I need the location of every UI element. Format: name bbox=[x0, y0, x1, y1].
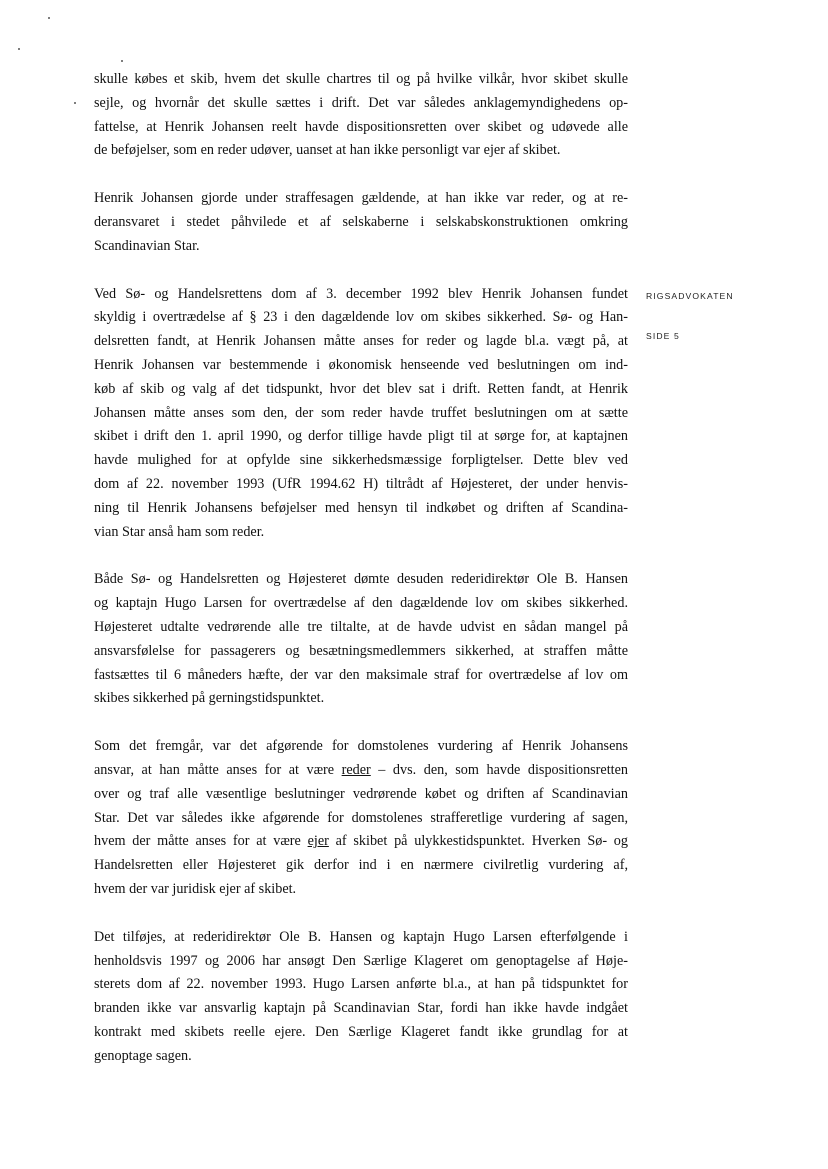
paragraph-5 bbox=[94, 735, 628, 902]
text-line: over og traf alle væsentlige beslutninger vedrørende købet og driften af Scandinavian bbox=[94, 785, 628, 802]
paragraph-1 bbox=[94, 68, 628, 163]
paragraph-3 bbox=[94, 283, 628, 545]
underlined-term: reder bbox=[341, 761, 371, 778]
text-line: sejle, og hvornår det skulle sættes i drift. Det var således anklagemyndighedens op- bbox=[94, 94, 628, 111]
text-line: hvem der måtte anses for at være ejer af skibet på ulykkestidspunktet. Hverken Sø- og bbox=[94, 833, 628, 850]
margin-page-number: SIDE 5 bbox=[646, 331, 680, 341]
text-line: ansvar, at han måtte anses for at være reder – dvs. den, som havde dispositionsretten bbox=[94, 761, 628, 778]
underlined-term: ejer bbox=[307, 833, 329, 850]
text-line: de beføjelser, som en reder udøver, uanset at han ikke personligt var ejer af skibet. bbox=[94, 142, 561, 159]
scan-speck bbox=[121, 60, 123, 62]
text-line: fattelse, at Henrik Johansen reelt havde dispositionsretten over skibet og udøvede alle bbox=[94, 118, 628, 135]
text-line: branden ikke var ansvarlig kaptajn på Scandinavian Star, fordi han ikke havde indgået bbox=[94, 1000, 628, 1017]
body-text bbox=[94, 68, 628, 1092]
text-line: kontrakt med skibets reelle ejere. Den Særlige Klageret fandt ikke grundlag for at bbox=[94, 1023, 628, 1040]
text-line: ning til Henrik Johansens beføjelser med hensyn til indkøbet og driften af Scandina- bbox=[94, 499, 628, 516]
text-line: genoptage sagen. bbox=[94, 1047, 192, 1064]
text-line: Det tilføjes, at rederidirektør Ole B. Hansen og kaptajn Hugo Larsen efterfølgende i bbox=[94, 928, 628, 945]
text-line: Højesteret udtalte vedrørende alle tre tiltalte, at de havde udvist en sådan mangel på bbox=[94, 618, 628, 635]
text-line: delsretten fandt, at Henrik Johansen måtte anses for reder og lagde bl.a. vægt på, at bbox=[94, 333, 628, 350]
text-line: Ved Sø- og Handelsrettens dom af 3. december 1992 blev Henrik Johansen fundet bbox=[94, 285, 628, 302]
text-line: vian Star anså ham som reder. bbox=[94, 523, 265, 540]
text-line: Både Sø- og Handelsretten og Højesteret dømte desuden rederidirektør Ole B. Hansen bbox=[94, 571, 628, 588]
text-line: skulle købes et skib, hvem det skulle chartres til og på hvilke vilkår, hvor skibet skulle bbox=[94, 71, 628, 87]
paragraph-6 bbox=[94, 926, 628, 1069]
text-line: Scandinavian Star. bbox=[94, 237, 200, 254]
text-line: skibet i drift den 1. april 1990, og derfor tillige havde pligt til at sørge for, at kaptajnen bbox=[94, 428, 628, 445]
text-line: og kaptajn Hugo Larsen for overtrædelse af den dagældende lov om skibes sikkerhed. bbox=[94, 595, 628, 612]
paragraph-4 bbox=[94, 568, 628, 711]
text-line: Henrik Johansen gjorde under straffesagen gældende, at han ikke var reder, og at re- bbox=[94, 190, 628, 207]
text-line: Star. Det var således ikke afgørende for domstolenes strafferetlige vurdering af sagen, bbox=[94, 809, 628, 826]
text-line: Johansen måtte anses som den, der som reder havde truffet beslutningen om at sætte bbox=[94, 404, 628, 421]
text-line: henholdsvis 1997 og 2006 har ansøgt Den Særlige Klageret om genoptagelse af Høje- bbox=[94, 952, 628, 969]
text-line: ansvarsfølelse for passagerers og besætningsmedlemmers sikkerhed, at straffen måtte bbox=[94, 642, 628, 659]
scan-speck bbox=[18, 48, 20, 50]
text-line: køb af skib og valg af det tidspunkt, hvor det blev sat i drift. Retten fandt, at Henrik bbox=[94, 380, 628, 397]
text-line: Handelsretten eller Højesteret gik derfor ind i en nærmere civilretlig vurdering af, bbox=[94, 857, 628, 874]
text-line: Som det fremgår, var det afgørende for domstolenes vurdering af Henrik Johansens bbox=[94, 738, 628, 755]
text-line: fastsættes til 6 måneders hæfte, der var den maksimale straf for overtrædelse af lov om bbox=[94, 666, 628, 683]
text-line: sterets dom af 22. november 1993. Hugo Larsen anførte bl.a., at han på tidspunktet for bbox=[94, 976, 628, 993]
margin-organization-label: RIGSADVOKATEN bbox=[646, 291, 734, 301]
scan-speck bbox=[74, 102, 76, 104]
text-line: havde mulighed for at opfylde sine sikkerhedsmæssige forpligtelser. Dette blev ved bbox=[94, 452, 628, 469]
scan-speck bbox=[48, 17, 50, 19]
text-line: dom af 22. november 1993 (UfR 1994.62 H) tiltrådt af Højesteret, der under henvis- bbox=[94, 475, 628, 492]
text-line: Henrik Johansen var bestemmende i økonomisk henseende ved beslutningen om ind- bbox=[94, 356, 628, 373]
text-line: hvem der var juridisk ejer af skibet. bbox=[94, 880, 297, 897]
text-line: skibes sikkerhed på gerningstidspunktet. bbox=[94, 690, 325, 707]
text-line: deransvaret i stedet påhvilede et af selskaberne i selskabskonstruktionen omkring bbox=[94, 213, 628, 230]
paragraph-2 bbox=[94, 187, 628, 258]
text-line: skyldig i overtrædelse af § 23 i den dagældende lov om skibes sikkerhed. Sø- og Han- bbox=[94, 309, 628, 326]
